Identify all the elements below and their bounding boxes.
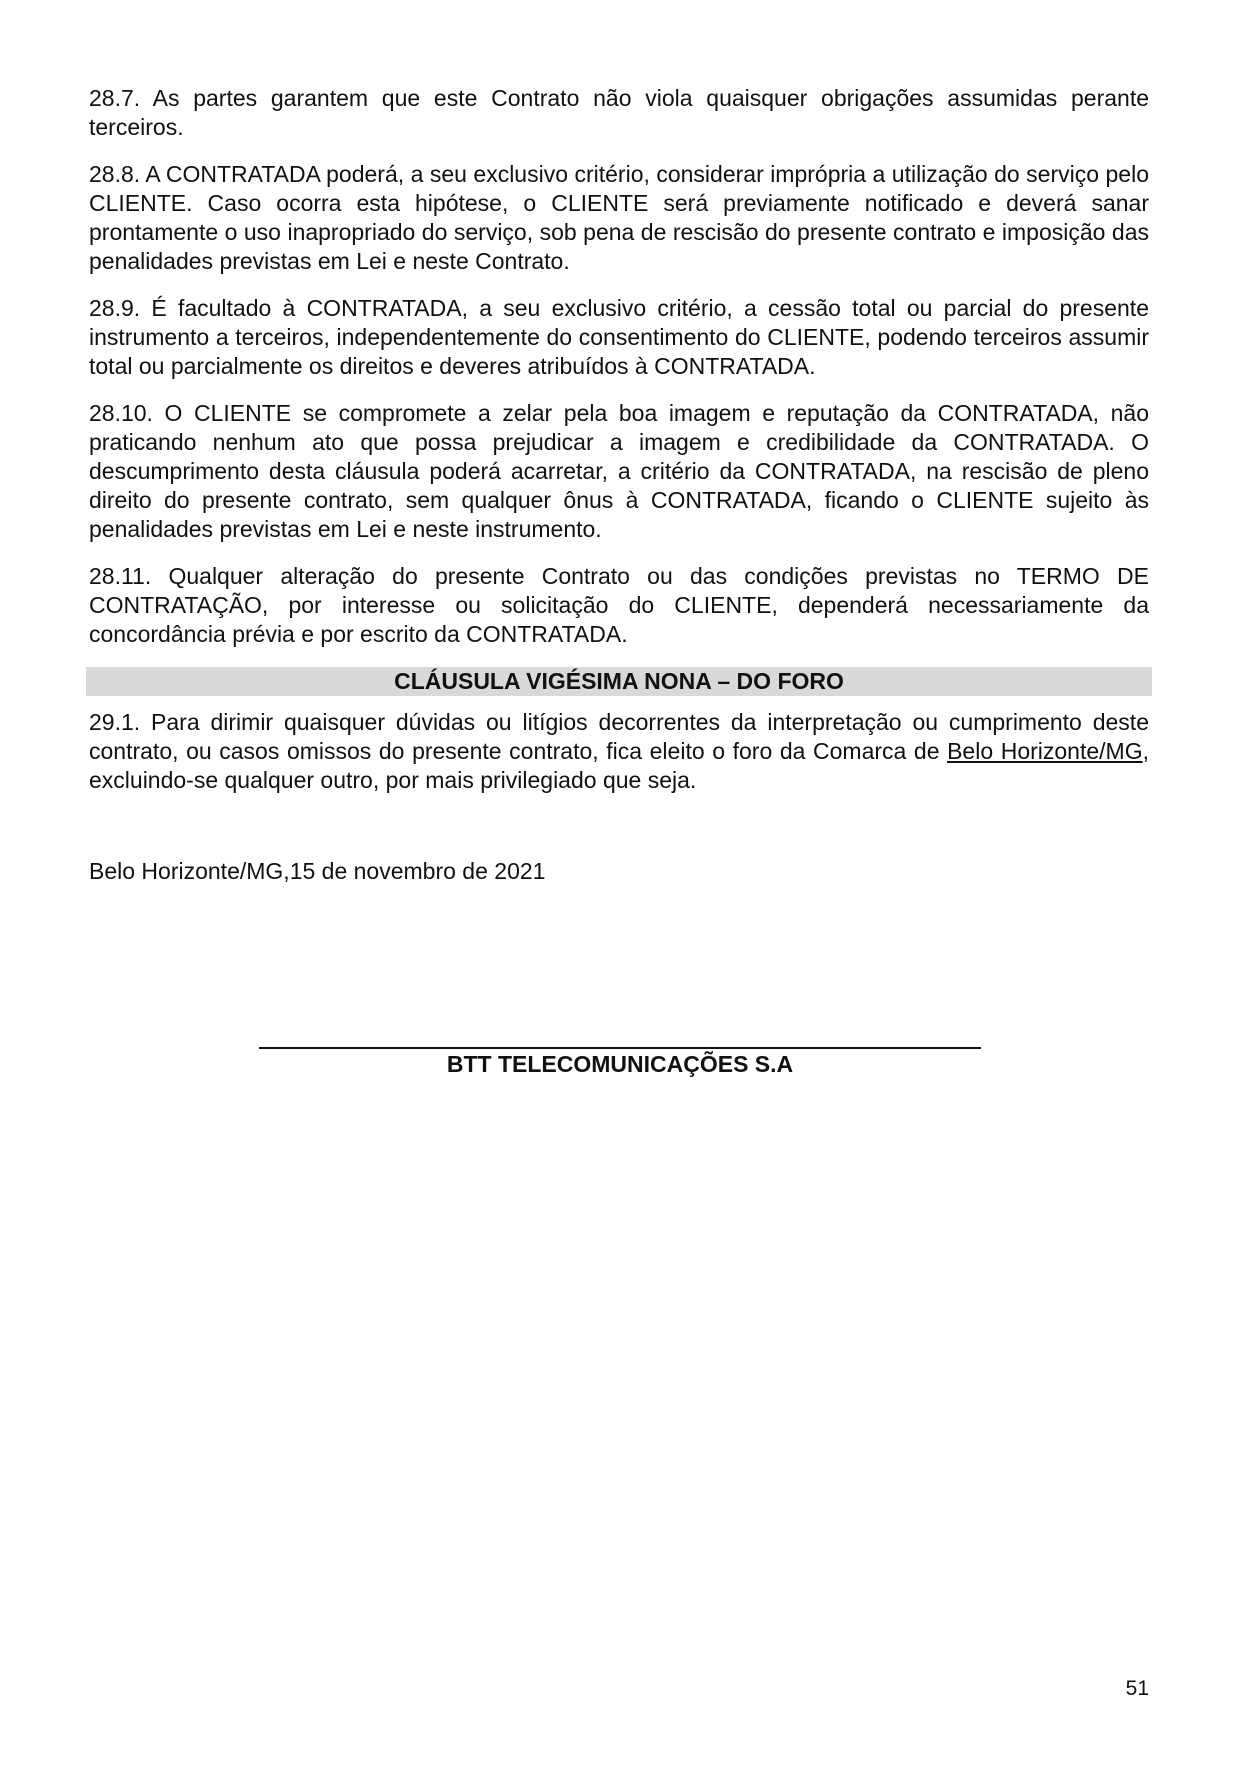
signatory-name: BTT TELECOMUNICAÇÕES S.A (446, 1051, 794, 1077)
document-body (89, 84, 1149, 813)
clause-28-9: 28.9. É facultado à CONTRATADA, a seu exclusivo critério, a cessão total ou parcial do presente instrumento a terceiros, independentemente do consentimento do CLIENTE, podendo terceiros assumir total ou parcialmente os direitos e deveres atribuídos à CONTRATADA. (89, 295, 1149, 379)
clause-29-1-text-end: , excluindo-se qualquer outro, por mais privilegiado que seja. (89, 738, 1149, 793)
signature-line (259, 1047, 981, 1049)
page-number: 51 (1125, 1677, 1149, 1700)
clause-29-1 (89, 708, 1149, 795)
clause-28-10: 28.10. O CLIENTE se compromete a zelar pela boa imagem e reputação da CONTRATADA, não praticando nenhum ato que possa prejudicar a imagem e credibilidade da CONTRATADA. O descumprimento desta cláusula poderá acarretar, a critério da CONTRATADA, na rescisão de pleno direito do presente contrato, sem qualquer ônus à CONTRATADA, ficando o CLIENTE sujeito às penalidades previstas em Lei e neste instrumento. (89, 400, 1149, 542)
section-heading-foro: CLÁUSULA VIGÉSIMA NONA – DO FORO (86, 667, 1152, 696)
clause-28-11: 28.11. Qualquer alteração do presente Contrato ou das condições previstas no TERMO DE CONTRATAÇÃO, por interesse ou solicitação do CLIENTE, dependerá necessariamente da concordância prévia e por escrito da CONTRATADA. (89, 563, 1149, 647)
clause-28-8: 28.8. A CONTRATADA poderá, a seu exclusivo critério, considerar imprópria a utilização do serviço pelo CLIENTE. Caso ocorra esta hipótese, o CLIENTE será previamente notificado e deverá sanar prontamente o uso inapropriado do serviço, sob pena de rescisão do presente contrato e imposição das penalidades previstas em Lei e neste Contrato. (89, 161, 1149, 274)
clause-29-1-text-start: 29.1. Para dirimir quaisquer dúvidas ou litígios decorrentes da interpretação ou cumprimento deste contrato, ou casos omissos do presente contrato, fica eleito o foro da Comarca de (89, 709, 1149, 764)
date-line: Belo Horizonte/MG,15 de novembro de 2021 (89, 858, 546, 884)
jurisdiction-underlined: Belo Horizonte/MG (947, 738, 1143, 764)
clause-28-7: 28.7. As partes garantem que este Contrato não viola quaisquer obrigações assumidas perante terceiros. (89, 85, 1149, 140)
